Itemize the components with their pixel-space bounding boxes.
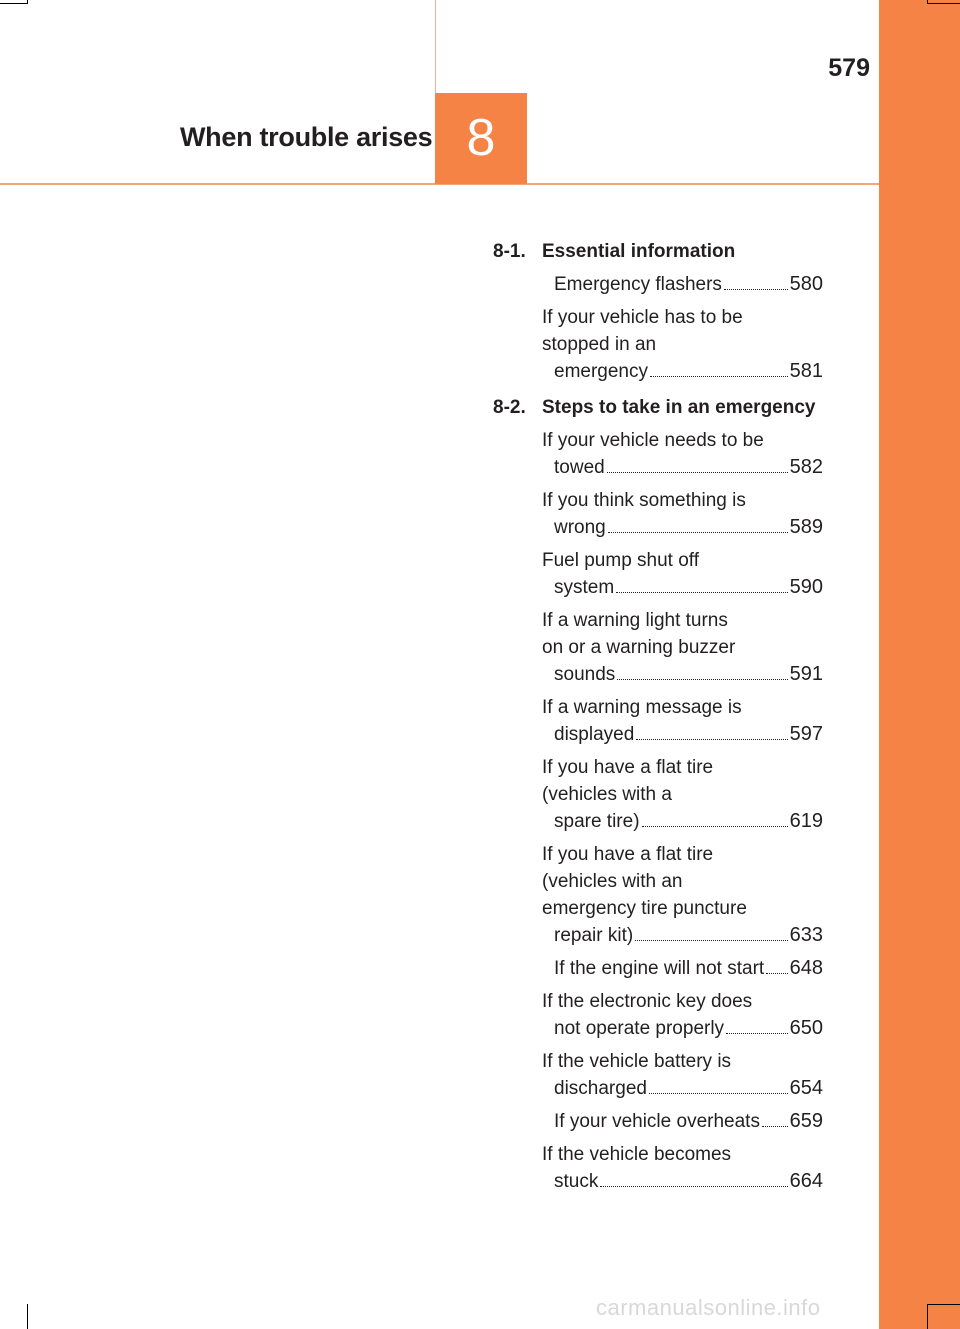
- entry-text-line: emergency tire puncture: [542, 898, 747, 919]
- toc-entry[interactable]: [542, 1108, 823, 1135]
- entry-text-line: If your vehicle has to be: [542, 307, 743, 328]
- dot-leader: [608, 532, 788, 533]
- toc-entry[interactable]: [542, 841, 823, 949]
- section-number: 8-2.: [493, 397, 526, 418]
- dot-leader: [766, 973, 787, 974]
- section-title: Steps to take in an emergency: [542, 397, 816, 418]
- section-title: Essential information: [542, 241, 736, 262]
- entry-text-line: displayed: [554, 724, 635, 745]
- entry-text-line: If your vehicle overheats: [554, 1111, 760, 1132]
- entry-page-number[interactable]: 650: [789, 1017, 823, 1039]
- entry-text-line: If you have a flat tire: [542, 844, 714, 865]
- entry-text-line: discharged: [554, 1078, 647, 1099]
- entry-text-line: system: [554, 577, 615, 598]
- toc-entry[interactable]: [542, 487, 823, 541]
- entry-text-line: If you think something is: [542, 490, 746, 511]
- chapter-number-badge: 8: [435, 93, 527, 184]
- entry-text-line: If a warning message is: [542, 697, 742, 718]
- entry-page-number[interactable]: 589: [789, 516, 823, 538]
- entry-page-number[interactable]: 591: [789, 663, 823, 685]
- entry-text-line: If the engine will not start: [554, 958, 765, 979]
- dot-leader: [650, 376, 788, 377]
- entry-text-line: on or a warning buzzer: [542, 637, 736, 658]
- toc-entry[interactable]: [542, 1141, 823, 1195]
- dot-leader: [607, 472, 788, 473]
- entry-page-number[interactable]: 648: [789, 957, 823, 979]
- toc-entry[interactable]: [542, 304, 823, 385]
- crop-mark-top-left-h: [0, 3, 28, 4]
- entry-page-number[interactable]: 590: [789, 576, 823, 598]
- crop-mark-bottom-right-v: [927, 1304, 928, 1329]
- dot-leader: [724, 289, 788, 290]
- chapter-side-tab: [879, 0, 960, 1329]
- crop-mark-bottom-right-h: [927, 1304, 960, 1305]
- crop-mark-bottom-left-v: [27, 1304, 28, 1329]
- toc-section: [493, 238, 823, 385]
- entry-text-line: If you have a flat tire: [542, 757, 714, 778]
- watermark: carmanualsonline.info: [596, 1295, 821, 1320]
- entry-page-number[interactable]: 659: [789, 1110, 823, 1132]
- entry-page-number[interactable]: 664: [789, 1170, 823, 1192]
- entry-page-number[interactable]: 633: [789, 924, 823, 946]
- header-divider: [435, 0, 436, 94]
- entry-text-line: If a warning light turns: [542, 610, 728, 631]
- entry-text-line: If the vehicle battery is: [542, 1051, 732, 1072]
- dot-leader: [726, 1033, 788, 1034]
- dot-leader: [642, 826, 788, 827]
- entry-text-line: Emergency flashers: [554, 274, 722, 295]
- entry-page-number[interactable]: 581: [789, 360, 823, 382]
- entry-text-line: wrong: [554, 517, 606, 538]
- dot-leader: [635, 940, 787, 941]
- entry-page-number[interactable]: 582: [789, 456, 823, 478]
- entry-text-line: If the vehicle becomes: [542, 1144, 732, 1165]
- page-number: 579: [828, 54, 870, 82]
- entry-text-line: If the electronic key does: [542, 991, 753, 1012]
- entry-page-number[interactable]: 597: [789, 723, 823, 745]
- entry-text-line: not operate properly: [554, 1018, 725, 1039]
- entry-text-line: sounds: [554, 664, 616, 685]
- dot-leader: [616, 592, 787, 593]
- crop-mark-top-right-h: [927, 3, 960, 4]
- chapter-title: When trouble arises: [180, 122, 433, 152]
- toc-entry[interactable]: [542, 607, 823, 688]
- entry-text-line: spare tire): [554, 811, 640, 832]
- table-of-contents: [493, 238, 823, 1204]
- section-number: 8-1.: [493, 241, 526, 262]
- toc-entry[interactable]: [542, 271, 823, 298]
- entry-text-line: repair kit): [554, 925, 634, 946]
- toc-entry[interactable]: [542, 694, 823, 748]
- toc-entry[interactable]: [542, 547, 823, 601]
- dot-leader: [617, 679, 787, 680]
- toc-section: [493, 394, 823, 1195]
- entry-text-line: Fuel pump shut off: [542, 550, 700, 571]
- toc-entry[interactable]: [542, 988, 823, 1042]
- entry-page-number[interactable]: 619: [789, 810, 823, 832]
- dot-leader: [636, 739, 787, 740]
- toc-entry[interactable]: [542, 754, 823, 835]
- entry-text-line: (vehicles with an: [542, 871, 683, 892]
- entry-page-number[interactable]: 654: [789, 1077, 823, 1099]
- toc-entry[interactable]: [542, 955, 823, 982]
- dot-leader: [762, 1126, 788, 1127]
- toc-entry[interactable]: [542, 427, 823, 481]
- toc-entry[interactable]: [542, 1048, 823, 1102]
- entry-text-line: stopped in an: [542, 334, 657, 355]
- section-heading: [493, 394, 823, 422]
- dot-leader: [649, 1093, 788, 1094]
- dot-leader: [600, 1186, 787, 1187]
- entry-text-line: stuck: [554, 1171, 599, 1192]
- entry-text-line: (vehicles with a: [542, 784, 672, 805]
- entry-text-line: towed: [554, 457, 605, 478]
- entry-page-number[interactable]: 580: [789, 273, 823, 295]
- entry-text-line: If your vehicle needs to be: [542, 430, 764, 451]
- entry-text-line: emergency: [554, 361, 648, 382]
- section-heading: [493, 238, 823, 266]
